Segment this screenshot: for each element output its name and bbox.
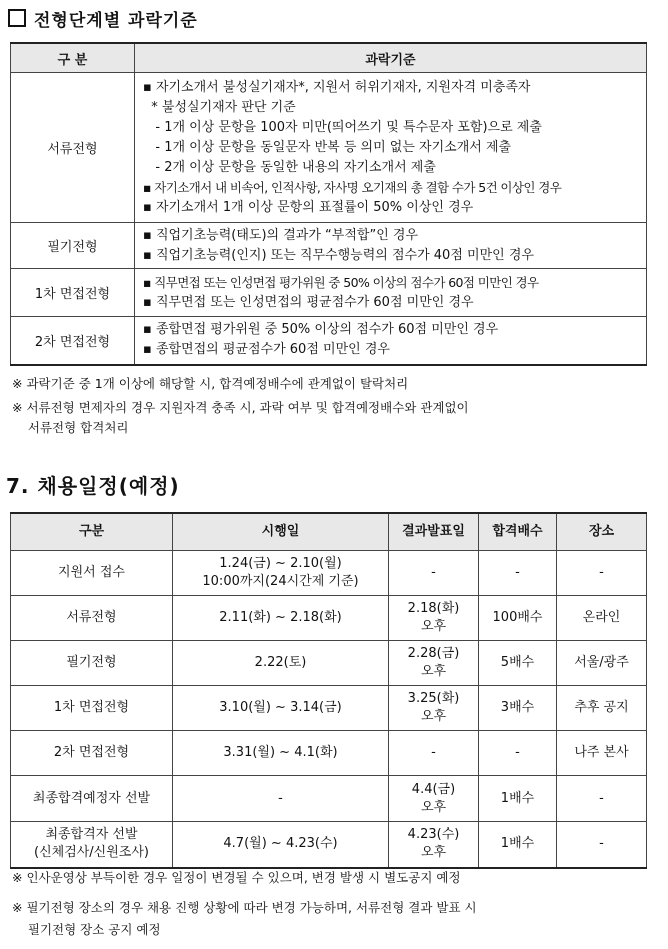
ratio-cell: - <box>479 731 557 776</box>
result-text: 2.28(금) <box>407 646 460 661</box>
result-text: 오후 <box>420 845 447 861</box>
ratio-cell: 5배수 <box>479 641 557 686</box>
ratio-cell: 1배수 <box>479 776 557 822</box>
date-text: 4.7(월) ~ 4.23(수) <box>223 836 338 852</box>
result-cell <box>389 596 479 641</box>
note-line: ※ 인사운영상 부득이한 경우 일정이 변경될 수 있으며, 변경 발생 시 별도공지 예정 <box>12 870 461 885</box>
result-cell <box>389 731 479 776</box>
note-line: ※ 필기전형 장소의 경우 채용 진행 상황에 따라 변경 가능하며, 서류전형 결과 발표 시 <box>12 900 477 915</box>
stage-cell <box>11 731 173 776</box>
criteria-line: ▪ 직업기초능력(인지) 또는 직무수행능력의 점수가 40점 미만인 경우 <box>143 247 534 263</box>
table-row <box>11 596 647 641</box>
date-cell <box>173 596 389 641</box>
table-row <box>11 822 647 868</box>
date-cell <box>173 731 389 776</box>
date-text: 2.11(화) ~ 2.18(화) <box>219 610 342 625</box>
table-row <box>11 641 647 686</box>
criteria-line: ▪ 종합면접 평가위원 중 50% 이상의 점수가 60점 미만인 경우 <box>143 322 499 338</box>
criteria-line: ▪ 자기소개서 내 비속어, 인적사항, 자사명 오기재의 총 결함 수가 5건 이상인 경우 <box>143 179 562 195</box>
result-cell <box>389 551 479 596</box>
criteria-cell <box>135 317 647 365</box>
criteria-cell <box>135 223 647 269</box>
date-cell <box>173 686 389 731</box>
ratio-cell: 1배수 <box>479 822 557 868</box>
schedule-table <box>10 512 647 869</box>
place-cell: 추후 공지 <box>557 686 647 731</box>
table-row <box>11 317 647 365</box>
result-text: 4.4(금) <box>411 781 456 797</box>
note-line: 서류전형 합격처리 <box>12 420 129 435</box>
result-cell <box>389 822 479 868</box>
stage-label: 2차 면접전형 <box>11 317 135 365</box>
section-title-schedule: 7. 채용일정(예정) <box>6 474 180 498</box>
criteria-line: ▪ 종합면접의 평균점수가 60점 미만인 경우 <box>143 342 390 358</box>
checkbox-square-icon <box>8 9 26 27</box>
criteria-line: - 1개 이상 문항을 100자 미만(띄어쓰기 및 특수문자 포함)으로 제출 <box>143 119 542 135</box>
result-text: 2.18(화) <box>407 601 460 616</box>
criteria-line: ▪ 자기소개서 1개 이상 문항의 표절률이 50% 이상인 경우 <box>143 199 474 215</box>
criteria-table <box>10 42 647 366</box>
result-cell <box>389 641 479 686</box>
stage-label: 최종합격예정자 선발 <box>32 790 151 806</box>
header-criteria: 과락기준 <box>135 43 647 73</box>
result-text: 3.25(화) <box>407 691 460 706</box>
result-cell <box>389 776 479 822</box>
stage-label: 필기전형 <box>11 223 135 269</box>
place-cell: 나주 본사 <box>557 731 647 776</box>
place-cell: 온라인 <box>557 596 647 641</box>
header-ratio: 합격배수 <box>479 513 557 551</box>
stage-label: 2차 면접전형 <box>53 745 130 760</box>
result-text: 오후 <box>420 709 447 724</box>
result-text: 오후 <box>420 619 447 634</box>
date-text: - <box>278 790 283 806</box>
stage-label: 필기전형 <box>66 655 117 670</box>
stage-label: 지원서 접수 <box>58 565 125 580</box>
stage-cell <box>11 686 173 731</box>
result-cell <box>389 686 479 731</box>
criteria-line: ▪ 직업기초능력(태도)의 결과가 “부적합”인 경우 <box>143 227 418 243</box>
result-text: - <box>431 565 436 580</box>
header-date: 시행일 <box>173 513 389 551</box>
stage-label: (신체검사/신원조사) <box>34 845 149 861</box>
stage-cell <box>11 822 173 868</box>
result-text: - <box>431 745 436 760</box>
place-cell: 서울/광주 <box>557 641 647 686</box>
date-cell <box>173 822 389 868</box>
note-line: ※ 서류전형 면제자의 경우 지원자격 충족 시, 과락 여부 및 합격예정배수와 관계없이 <box>12 400 469 415</box>
result-text: 4.23(수) <box>407 827 460 843</box>
date-text: 2.22(토) <box>254 655 307 670</box>
section-title-criteria <box>8 6 198 30</box>
place-cell: - <box>557 822 647 868</box>
table-row <box>11 731 647 776</box>
stage-cell <box>11 596 173 641</box>
stage-cell <box>11 776 173 822</box>
note-line: ※ 과락기준 중 1개 이상에 해당할 시, 합격예정배수에 관계없이 탈락처리 <box>12 376 409 391</box>
stage-label: 최종합격자 선발 <box>45 827 138 843</box>
ratio-cell: - <box>479 551 557 596</box>
ratio-cell: 3배수 <box>479 686 557 731</box>
table-row <box>11 551 647 596</box>
ratio-cell: 100배수 <box>479 596 557 641</box>
stage-label: 1차 면접전형 <box>53 700 130 715</box>
criteria-line: - 1개 이상 문항을 동일문자 반복 등 의미 없는 자기소개서 제출 <box>143 139 512 155</box>
criteria-line: * 불성실기재자 판단 기준 <box>143 99 296 115</box>
stage-cell <box>11 641 173 686</box>
criteria-cell <box>135 269 647 317</box>
date-text: 3.31(월) ~ 4.1(화) <box>223 745 338 760</box>
result-text: 오후 <box>420 799 447 815</box>
date-cell <box>173 776 389 822</box>
table-row <box>11 73 647 223</box>
result-text: 오후 <box>420 664 447 679</box>
date-text: 1.24(금) ~ 2.10(월) <box>219 556 342 571</box>
header-category: 구분 <box>11 513 173 551</box>
table-row <box>11 269 647 317</box>
table-row <box>11 776 647 822</box>
header-category: 구 분 <box>11 43 135 73</box>
header-place: 장소 <box>557 513 647 551</box>
criteria-line: ▪ 자기소개서 불성실기재자*, 지원서 허위기재자, 지원자격 미충족자 <box>143 79 531 95</box>
criteria-line: - 2개 이상 문항을 동일한 내용의 자기소개서 제출 <box>143 159 436 175</box>
stage-label: 1차 면접전형 <box>11 269 135 317</box>
header-result-date: 결과발표일 <box>389 513 479 551</box>
stage-label: 서류전형 <box>66 610 117 625</box>
criteria-line: ▪ 직무면접 또는 인성면접 평가위원 중 50% 이상의 점수가 60점 미만인 경우 <box>143 274 539 290</box>
place-cell: - <box>557 551 647 596</box>
date-cell <box>173 551 389 596</box>
stage-cell <box>11 551 173 596</box>
date-text: 3.10(월) ~ 3.14(금) <box>219 700 342 715</box>
criteria-cell <box>135 73 647 223</box>
place-cell: - <box>557 776 647 822</box>
date-cell <box>173 641 389 686</box>
note-line: 필기전형 장소 공지 예정 <box>12 922 161 937</box>
date-text: 10:00까지(24시간제 기준) <box>202 574 359 589</box>
stage-label: 서류전형 <box>11 73 135 223</box>
table-row <box>11 223 647 269</box>
section-title-text: 전형단계별 과락기준 <box>34 10 198 31</box>
table-row <box>11 686 647 731</box>
criteria-line: ▪ 직무면접 또는 인성면접의 평균점수가 60점 미만인 경우 <box>143 294 474 310</box>
